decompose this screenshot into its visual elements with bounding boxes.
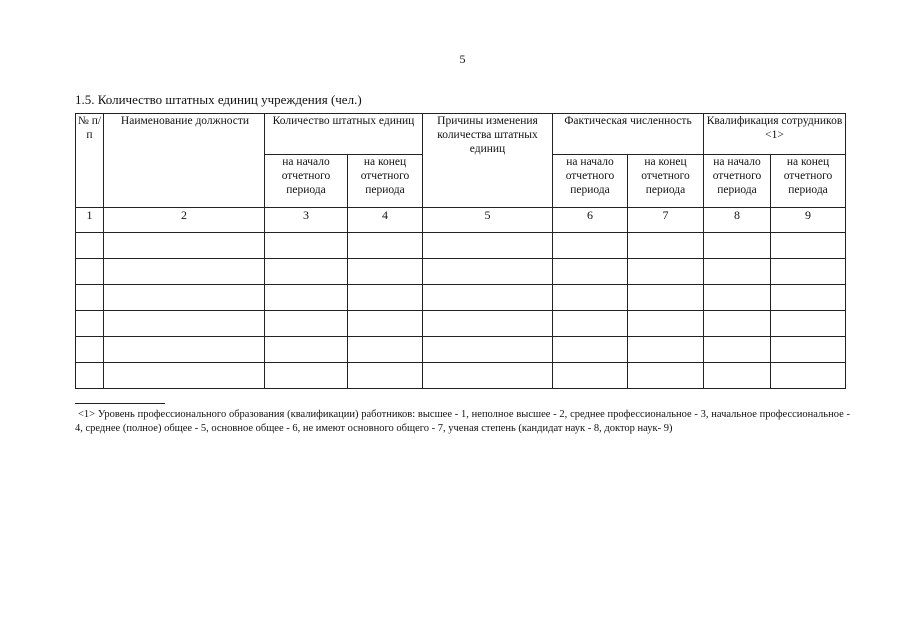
staff-units-table — [75, 113, 846, 389]
table-cell — [423, 233, 553, 259]
table-cell — [76, 285, 104, 311]
column-number: 6 — [553, 208, 628, 233]
table-row — [76, 311, 846, 337]
table-cell — [265, 311, 348, 337]
table-cell — [76, 259, 104, 285]
table-cell — [104, 259, 265, 285]
table-cell — [771, 233, 846, 259]
table-cell — [771, 285, 846, 311]
table-cell — [76, 337, 104, 363]
table-row — [76, 285, 846, 311]
table-cell — [704, 363, 771, 389]
table-cell — [771, 337, 846, 363]
column-number: 5 — [423, 208, 553, 233]
table-cell — [348, 337, 423, 363]
table-cell — [265, 363, 348, 389]
table-cell — [771, 259, 846, 285]
table-cell — [553, 337, 628, 363]
header-staff-units: Количество штатных единиц — [265, 114, 423, 155]
subheader-staff-end: на конец отчетного периода — [348, 155, 423, 208]
header-row — [76, 114, 846, 155]
header-change-reasons: Причины изменения количества штатных единиц — [423, 114, 553, 208]
table-cell — [628, 285, 704, 311]
subheader-qual-end: на конец отчетного периода — [771, 155, 846, 208]
table-row — [76, 337, 846, 363]
table-cell — [553, 311, 628, 337]
table-cell — [265, 285, 348, 311]
column-number: 9 — [771, 208, 846, 233]
subheader-actual-start: на начало отчетного периода — [553, 155, 628, 208]
subheader-actual-end: на конец отчетного периода — [628, 155, 704, 208]
table-cell — [104, 363, 265, 389]
table-cell — [348, 311, 423, 337]
header-qualification: Квалификация сотрудников <1> — [704, 114, 846, 155]
table-cell — [348, 259, 423, 285]
table-cell — [704, 311, 771, 337]
page-number: 5 — [459, 52, 466, 66]
table-cell — [553, 259, 628, 285]
column-number: 7 — [628, 208, 704, 233]
table-cell — [265, 337, 348, 363]
table-cell — [553, 363, 628, 389]
table-cell — [76, 363, 104, 389]
table-cell — [423, 337, 553, 363]
column-number-row — [76, 208, 846, 233]
table-cell — [771, 363, 846, 389]
table-cell — [265, 233, 348, 259]
table-cell — [553, 233, 628, 259]
table-cell — [104, 337, 265, 363]
header-actual-count: Фактическая численность — [553, 114, 704, 155]
header-num: № п/п — [76, 114, 104, 208]
table-cell — [704, 233, 771, 259]
column-number: 2 — [104, 208, 265, 233]
table-cell — [423, 363, 553, 389]
table-cell — [423, 259, 553, 285]
table-cell — [104, 233, 265, 259]
table-cell — [104, 311, 265, 337]
footnote: <1> Уровень профессионального образования (квалификации) работников: высшее - 1, неполное высшее - 2, среднее профессиональное - 3, начальное профессиональное - 4, среднее (полное) общее - 5, основное общее - 6, не имеют основного общего - 7, ученая степень (кандидат наук - 8, доктор наук- 9) — [75, 409, 850, 434]
table-cell — [265, 259, 348, 285]
table-row — [76, 363, 846, 389]
table-cell — [628, 259, 704, 285]
table-cell — [104, 285, 265, 311]
table-cell — [628, 233, 704, 259]
footnote-divider — [75, 403, 165, 404]
table-cell — [348, 233, 423, 259]
table-cell — [704, 259, 771, 285]
table-cell — [76, 311, 104, 337]
column-number: 3 — [265, 208, 348, 233]
table-cell — [628, 311, 704, 337]
section-title: 1.5. Количество штатных единиц учреждения (чел.) — [75, 92, 362, 107]
column-number: 4 — [348, 208, 423, 233]
table-cell — [628, 363, 704, 389]
table-cell — [423, 311, 553, 337]
table-row — [76, 233, 846, 259]
table-cell — [348, 285, 423, 311]
table-cell — [771, 311, 846, 337]
table-cell — [76, 233, 104, 259]
header-position-name: Наименование должности — [104, 114, 265, 208]
column-number: 1 — [76, 208, 104, 233]
column-number: 8 — [704, 208, 771, 233]
table-cell — [348, 363, 423, 389]
table-cell — [628, 337, 704, 363]
table-cell — [704, 337, 771, 363]
table-cell — [553, 285, 628, 311]
subheader-staff-start: на начало отчетного периода — [265, 155, 348, 208]
table-cell — [423, 285, 553, 311]
table-cell — [704, 285, 771, 311]
table-row — [76, 259, 846, 285]
subheader-qual-start: на начало отчетного периода — [704, 155, 771, 208]
